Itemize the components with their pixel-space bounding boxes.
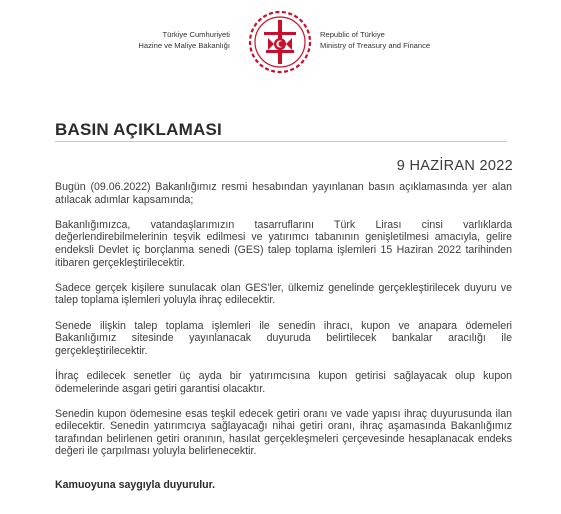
institution-name-en — [320, 30, 430, 51]
paragraph-eligibility: Sadece gerçek kişilere sunulacak olan GES'ler, ülkemiz genelinde gerçekleştirilecek duyuru ve talep toplama işlemleri yoluyla ihraç edilecektir. — [55, 281, 512, 307]
document-date: 9 HAZİRAN 2022 — [396, 158, 513, 174]
institution-tr-line2: Hazine ve Maliye Bakanlığı — [138, 40, 230, 50]
paragraph-banks: Senede ilişkin talep toplama işlemleri ile senedin ihracı, kupon ve anapara ödemeleri Bakanlığımız sitesinde yayınlanacak duyuruda belirtilecek bankalar aracılığı ile gerçekleştirilecektir. — [55, 319, 512, 357]
document-body — [55, 181, 512, 471]
institution-en-line1: Republic of Türkiye — [320, 30, 385, 39]
institution-name-tr — [138, 30, 230, 51]
title-divider — [55, 141, 507, 142]
paragraph-return-rate: Senedin kupon ödemesine esas teşkil edecek getiri oranı ve vade yapısı ihraç duyurusunda ilan edilecektir. Senedin yatırımcıya sağlayacağı nihai getiri oranı, ihraç aşamasında Bakanlığımız tarafından belirlenen getiri oranının, hasılat gerçekleşmeleri çerçevesinde hesaplanacak endeks değeri ile çarpılması yoluyla belirlenecektir. — [55, 407, 512, 458]
paragraph-intro: Bugün (09.06.2022) Bakanlığımız resmi hesabından yayınlanan basın açıklamasında yer alan atılacak adımlar kapsamında; — [55, 181, 512, 206]
paragraph-ges-purpose: Bakanlığımızca, vatandaşlarımızın tasarruflarını Türk Lirası cinsi varlıklarda değerlendirebilmelerinin teşvik edilmesi ve yatırımcı tabanının genişletilmesi amacıyla, gelire endeksli Devlet iç borçlanma senedi (GES) talep toplama işlemleri 15 Haziran 2022 tarihinden itibaren gerçekleştirilecektir. — [55, 218, 512, 269]
closing-statement: Kamuoyuna saygıyla duyurulur. — [55, 479, 216, 491]
letterhead — [0, 0, 561, 80]
institution-tr-line1: Türkiye Cumhuriyeti — [162, 30, 230, 39]
paragraph-coupon: İhraç edilecek senetler üç ayda bir yatırımcısına kupon getirisi sağlayacak olup kupon ödemelerinde asgari getiri garantisi olacaktır. — [55, 369, 512, 395]
institution-en-line2: Ministry of Treasury and Finance — [320, 40, 431, 50]
document-title: BASIN AÇIKLAMASI — [55, 120, 222, 139]
ministry-seal-icon — [244, 6, 316, 78]
